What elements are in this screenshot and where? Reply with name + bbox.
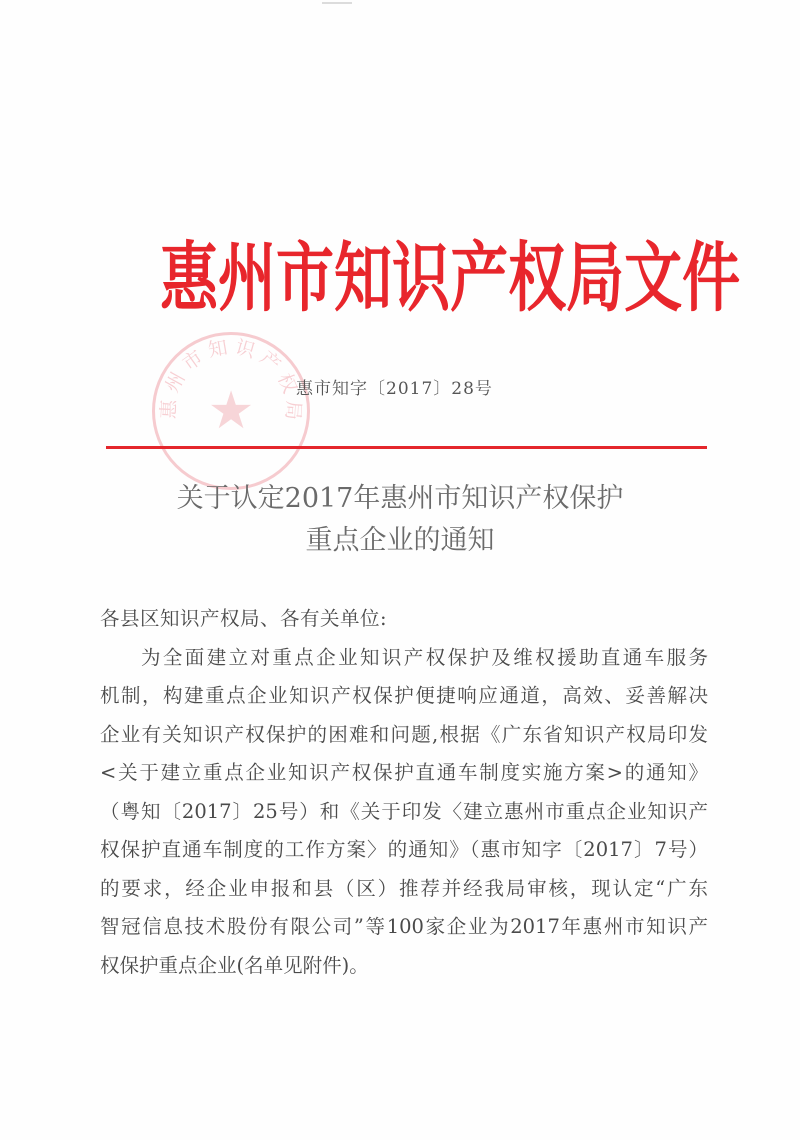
header-char: 文 (624, 233, 683, 323)
header-char: 市 (276, 233, 335, 323)
header-char: 局 (566, 233, 625, 323)
header-char: 件 (682, 233, 741, 323)
header-char: 州 (218, 233, 277, 323)
body-line: 企业有关知识产权保护的困难和问题,根据《广东省知识产权局印发 (100, 722, 708, 746)
header-char: 惠 (160, 233, 219, 323)
issuer-header (160, 233, 741, 323)
body-line: 为全面建立对重点企业知识产权保护及维权援助直通车服务 (141, 645, 708, 669)
document-number: 惠市知字〔2017〕28号 (296, 379, 493, 399)
red-separator-line (106, 446, 707, 449)
salutation: 各县区知识产权局、各有关单位: (100, 607, 388, 630)
seal-star-icon: ★ (207, 381, 255, 441)
header-char: 产 (450, 233, 509, 323)
body-line: 权保护重点企业(名单见附件)。 (100, 953, 369, 977)
svg-text:惠州市知识产权局: 惠州市知识产权局 (156, 335, 306, 427)
body-line: <关于建立重点企业知识产权保护直通车制度实施方案>的通知》 (100, 761, 708, 784)
body-line: （粤知〔2017〕25号）和《关于印发〈建立惠州市重点企业知识产 (100, 799, 708, 823)
body-line: 智冠信息技术股份有限公司”等100家企业为2017年惠州市知识产 (100, 915, 708, 938)
title-line: 关于认定2017年惠州市知识产权保护 (176, 483, 624, 514)
document-title (100, 478, 700, 562)
header-char: 知 (334, 233, 393, 323)
scan-artifact (322, 2, 352, 4)
body-line: 的要求，经企业申报和县（区）推荐并经我局审核，现认定“广东 (100, 876, 708, 900)
document-body (100, 600, 720, 985)
seal-ring-text-icon (155, 335, 307, 487)
body-line: 权保护直通车制度的工作方案〉的通知》（惠市知字〔2017〕7号） (100, 838, 708, 861)
header-char: 权 (508, 233, 567, 323)
title-line: 重点企业的通知 (305, 525, 495, 556)
official-seal (152, 332, 310, 490)
body-line: 机制，构建重点企业知识产权保护便捷响应通道，高效、妥善解决 (100, 684, 708, 707)
header-char: 识 (392, 233, 451, 323)
